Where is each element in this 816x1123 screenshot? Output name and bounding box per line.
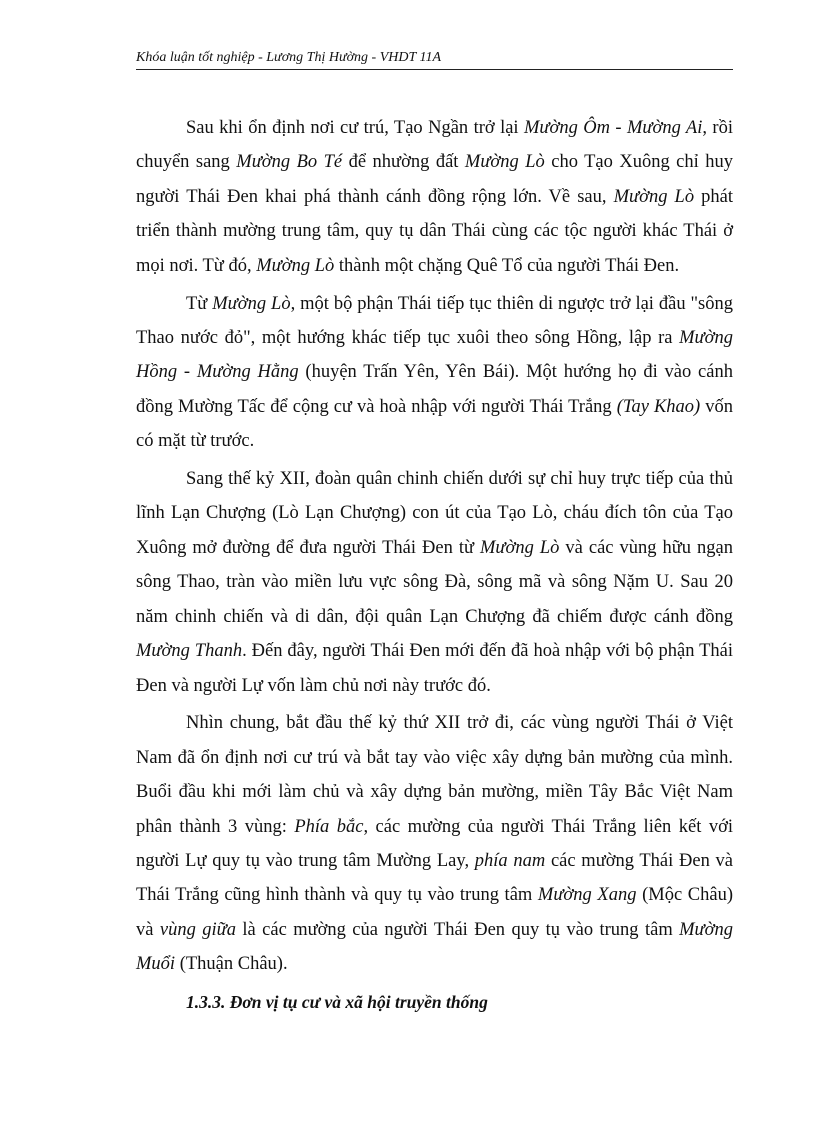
italic-text-run: Mường Lò: [480, 537, 560, 558]
italic-text-run: Mường Muổi: [136, 919, 733, 975]
italic-text-run: phía nam: [474, 851, 546, 872]
paragraph: [136, 287, 733, 459]
paragraph: [136, 111, 733, 283]
text-run: Sang thế kỷ XII, đoàn quân chinh chiến dưới sự chỉ huy trực tiếp của thủ lĩnh Lạn Chượng (Lò Lạn Chượng) con út của Tạo Lò, cháu đích tôn của Tạo Xuông mở đường để đưa người Thái Đen từ: [136, 469, 733, 558]
italic-text-run: vùng giữa: [159, 919, 236, 940]
text-run: Từ: [186, 293, 213, 314]
italic-text-run: (Tay Khao): [616, 396, 701, 417]
text-run: và các vùng hữu ngạn sông Thao, tràn vào miền lưu vực sông Đà, sông mã và sông Nặm U. Sau 20 năm chinh chiến và di dân, đội quân Lạn Chượng đã chiếm được cánh đồng: [136, 537, 733, 627]
text-run: cho Tạo Xuông chỉ huy người Thái Đen khai phá thành cánh đồng rộng lớn. Về sau,: [136, 152, 733, 207]
text-run: Nhìn chung, bắt đầu thế kỷ thứ XII trở đi, các vùng người Thái ở Việt Nam đã ổn định nơi cư trú và bắt tay vào việc xây dựng bản mường của mình. Buổi đầu khi mới làm chủ và xây dựng bản mường, miền Tây Bắc Việt Nam phân thành 3 vùng:: [136, 713, 733, 837]
text-run: Sau khi ổn định nơi cư trú, Tạo Ngần trở lại: [186, 118, 524, 138]
paragraph: [136, 462, 733, 703]
italic-text-run: Mường Lò: [256, 255, 335, 276]
text-run: (Thuận Châu).: [175, 954, 288, 975]
text-run: các mường Thái Đen và Thái Trắng cũng hình thành và quy tụ vào trung tâm: [136, 851, 733, 906]
section-heading: 1.3.3. Đơn vị tụ cư và xã hội truyền thống: [186, 992, 488, 1013]
text-run: thành một chặng Quê Tổ của người Thái Đen.: [334, 255, 680, 276]
italic-text-run: Mường Ôm - Mường Ai: [523, 118, 703, 138]
text-run: , các mường của người Thái Trắng liên kết với người Lự quy tụ vào trung tâm Mường Lay,: [136, 816, 734, 872]
italic-text-run: Mường Lò: [464, 152, 545, 173]
paragraph: [136, 706, 733, 981]
text-run: (Mộc Châu) và: [136, 885, 733, 940]
text-run: , một bộ phận Thái tiếp tục thiên di ngược trở lại đầu "sông Thao nước đỏ", một hướng khác tiếp tục xuôi theo sông Hồng, lập ra: [136, 293, 734, 348]
running-header: [136, 48, 733, 70]
italic-text-run: Mường Thanh: [136, 641, 243, 662]
text-run: vốn có mặt từ trước.: [136, 396, 733, 452]
text-run: . Đến đây, người Thái Đen mới đến đã hoà nhập với bộ phận Thái Đen và người Lự vốn làm chủ nơi này trước đó.: [136, 641, 733, 696]
italic-text-run: Phía bắc: [294, 816, 364, 837]
italic-text-run: Mường Xang: [537, 885, 637, 906]
italic-text-run: Mường Lò: [212, 293, 291, 314]
italic-text-run: Mường Hồng - Mường Hằng: [136, 327, 733, 383]
text-run: (huyện Trấn Yên, Yên Bái). Một hướng họ đi vào cánh đồng Mường Tấc để cộng cư và hoà nhập với người Thái Trắng: [136, 362, 733, 417]
document-body: [136, 111, 733, 1019]
running-header-text: Khóa luận tốt nghiệp - Lương Thị Hường - VHDT 11A: [136, 50, 442, 65]
italic-text-run: Mường Lò: [613, 186, 695, 207]
italic-text-run: Mường Bo Té: [236, 152, 343, 173]
text-run: để nhường đất: [342, 152, 465, 173]
text-run: là các mường của người Thái Đen quy tụ vào trung tâm: [235, 919, 680, 940]
text-run: , rồi chuyển sang: [136, 118, 733, 173]
text-run: phát triển thành mường trung tâm, quy tụ dân Thái cùng các tộc người khác Thái ở mọi nơi. Từ đó,: [136, 186, 734, 276]
